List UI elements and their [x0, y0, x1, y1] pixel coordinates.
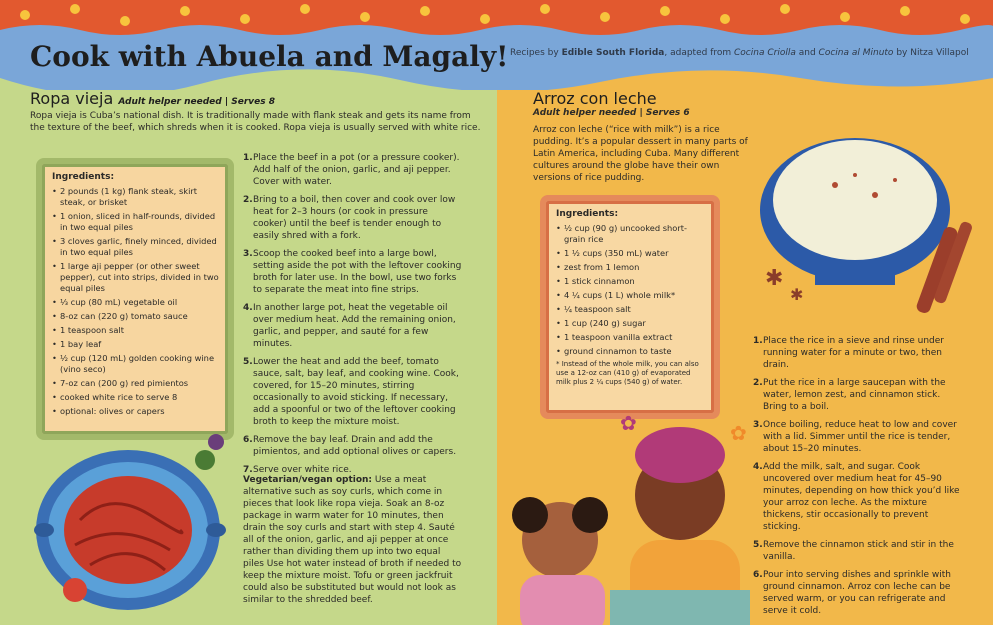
- step-text: Place the beef in a pot (or a pressure cooker). Add half of the onion, garlic, and aji pepper. Cover with water.: [253, 153, 460, 187]
- ingredient-item: • 1 teaspoon salt: [52, 325, 220, 336]
- svg-text:✱: ✱: [790, 285, 804, 304]
- step-number: 6.: [243, 435, 253, 445]
- ingredient-item: • 1 onion, sliced in half-rounds, divided in two equal piles: [52, 211, 220, 233]
- ingredients-title: Ingredients:: [52, 172, 115, 182]
- ingredient-item: • 1 cup (240 g) sugar: [556, 318, 706, 329]
- page-title: Cook with Abuela and Magaly!: [30, 40, 509, 73]
- step-text: Scoop the cooked beef into a large bowl, setting aside the pot with the leftover cooking broth for later use. In the bowl, use two forks to separate the meat into fine strips.: [253, 249, 462, 295]
- step-text: In another large pot, heat the vegetable oil over medium heat. Add the remaining onion, garlic, and pepper, and sauté for a few minutes.: [253, 303, 456, 349]
- ingredient-item: • 3 cloves garlic, finely minced, divided in two equal piles: [52, 236, 220, 258]
- step-text: Pour into serving dishes and sprinkle with ground cinnamon. Arroz con leche can be served warm, or you can refrigerate and serve it cold.: [763, 570, 952, 616]
- arroz-con-leche-steps: [753, 335, 965, 623]
- recipe-step: [753, 377, 965, 413]
- step-text: Remove the bay leaf. Drain and add the pimientos, and add optional olives or capers.: [253, 435, 457, 457]
- step-number: 3.: [243, 249, 253, 259]
- veg-option-title: Vegetarian/vegan option:: [243, 475, 373, 485]
- step-number: 2.: [243, 195, 253, 205]
- ingredient-item: • optional: olives or capers: [52, 406, 220, 417]
- step-text: Remove the cinnamon stick and stir in the vanilla.: [763, 540, 954, 562]
- ropa-vieja-veg-option: [243, 474, 463, 606]
- ingredient-item: • 1 ½ cups (350 mL) water: [556, 248, 706, 259]
- ingredient-item: • 1 stick cinnamon: [556, 276, 706, 287]
- ingredient-item: • ½ cup (90 g) uncooked short-grain rice: [556, 223, 706, 245]
- ropa-vieja-subnote: Adult helper needed | Serves 8: [118, 97, 276, 107]
- step-text: Serve over white rice.: [253, 465, 352, 475]
- step-number: 1.: [753, 336, 763, 346]
- recipe-credit: Recipes by Edible South Florida, adapted from Cocina Criolla and Cocina al Minuto by Nitza Villapol: [510, 48, 969, 58]
- step-text: Place the rice in a sieve and rinse under running water for a minute or two, then drain.: [763, 336, 945, 370]
- ingredient-item: • ground cinnamon to taste: [556, 346, 706, 357]
- arroz-con-leche-ingredients-box: [540, 195, 720, 419]
- step-number: 3.: [753, 420, 763, 430]
- step-number: 4.: [753, 462, 763, 472]
- ingredient-item: • ¼ teaspoon salt: [556, 304, 706, 315]
- ropa-vieja-heading: Ropa vieja Adult helper needed | Serves 8: [30, 89, 276, 108]
- arroz-con-leche-ingredient-list: [556, 223, 706, 357]
- ingredient-item: • 8-oz can (220 g) tomato sauce: [52, 311, 220, 322]
- recipe-step: [243, 248, 463, 296]
- recipe-step: [243, 194, 463, 242]
- recipe-step: [243, 434, 463, 458]
- recipe-step: [243, 152, 463, 188]
- step-number: 7.: [243, 465, 253, 475]
- recipe-step: [753, 461, 965, 533]
- ingredients-title: Ingredients:: [556, 209, 619, 219]
- ingredient-item: • 2 pounds (1 kg) flank steak, skirt steak, or brisket: [52, 186, 220, 208]
- recipe-step: [753, 419, 965, 455]
- ingredient-item: • cooked white rice to serve 8: [52, 392, 220, 403]
- ropa-vieja-ingredients-box: [36, 158, 234, 440]
- recipe-step: [243, 302, 463, 350]
- ropa-vieja-steps: [243, 152, 463, 482]
- recipe-step: [753, 569, 965, 617]
- rice-pudding-bowl-illustration: [755, 115, 985, 320]
- recipe-step: [243, 356, 463, 428]
- arroz-con-leche-heading: Arroz con leche: [533, 89, 657, 108]
- step-text: Bring to a boil, then cover and cook over low heat for 2–3 hours (or cook in pressure cooker) until the beef is tender enough to easily shred with a fork.: [253, 195, 456, 241]
- veg-option-text: Use a meat alternative such as soy curls, which come in pieces that look like ropa vieja. Soak an 8-oz package in warm water for 10 minutes, then drain the soy curls and start with step 4. Sauté all of the onion, garlic, and aji pepper at once rather than dividing them up into two equal piles Use hot water instead of broth if needed to keep the mixture moist. Tofu or green jackfruit could also be substituted but would not look as similar to the shredded beef.: [243, 475, 462, 605]
- svg-text:✿: ✿: [730, 421, 747, 445]
- step-number: 4.: [243, 303, 253, 313]
- arroz-footnote: * Instead of the whole milk, you can also use a 12-oz can (410 g) of evaporated milk plus 2 ¼ cups (540 g) of water.: [556, 360, 699, 386]
- ingredient-item: • zest from 1 lemon: [556, 262, 706, 273]
- step-number: 6.: [753, 570, 763, 580]
- step-text: Once boiling, reduce heat to low and cover with a lid. Simmer until the rice is tender, about 15–20 minutes.: [763, 420, 957, 454]
- step-number: 1.: [243, 153, 253, 163]
- svg-text:✿: ✿: [620, 411, 637, 435]
- arroz-con-leche-intro: Arroz con leche (“rice with milk”) is a rice pudding. It’s a popular dessert in many parts of Latin America, including Cuba. Many different cultures around the globe have their own versions of rice pudding.: [533, 125, 748, 183]
- recipe-step: [753, 335, 965, 371]
- arroz-con-leche-subnote: Adult helper needed | Serves 6: [533, 108, 690, 118]
- step-number: 5.: [753, 540, 763, 550]
- ropa-vieja-plate-illustration: [30, 430, 230, 620]
- svg-text:✱: ✱: [765, 266, 784, 291]
- step-number: 2.: [753, 378, 763, 388]
- ingredient-item: • 1 bay leaf: [52, 339, 220, 350]
- recipe-step: [753, 539, 965, 563]
- abuela-and-magaly-illustration: [490, 400, 750, 625]
- ingredient-item: • ⅓ cup (80 mL) vegetable oil: [52, 297, 220, 308]
- ingredient-item: • 1 large aji pepper (or other sweet pepper), cut into strips, divided in two equal piles: [52, 261, 220, 294]
- ingredient-item: • ½ cup (120 mL) golden cooking wine (vino seco): [52, 353, 220, 375]
- step-text: Put the rice in a large saucepan with the water, lemon zest, and cinnamon stick. Bring to a boil.: [763, 378, 946, 412]
- ropa-vieja-ingredient-list: [52, 186, 220, 417]
- step-number: 5.: [243, 357, 253, 367]
- step-text: Lower the heat and add the beef, tomato sauce, salt, bay leaf, and cooking wine. Cook, covered, for 15–20 minutes, stirring occasionally to avoid sticking. If necessary, add a spoonful or two of the leftover cooking broth to keep the mixture moist.: [253, 357, 459, 427]
- ingredient-item: • 4 ¼ cups (1 L) whole milk*: [556, 290, 706, 301]
- step-text: Add the milk, salt, and sugar. Cook uncovered over medium heat for 45–90 minutes, depending on how thick you’d like your arroz con leche. As the mixture thickens, stir occasionally to prevent sticking.: [763, 462, 960, 532]
- ingredient-item: • 1 teaspoon vanilla extract: [556, 332, 706, 343]
- ingredient-item: • 7-oz can (200 g) red pimientos: [52, 378, 220, 389]
- ropa-vieja-intro: Ropa vieja is Cuba’s national dish. It is traditionally made with flank steak and gets its name from the texture of the beef, which shreds when it is cooked. Ropa vieja is usually served with white rice.: [30, 111, 481, 133]
